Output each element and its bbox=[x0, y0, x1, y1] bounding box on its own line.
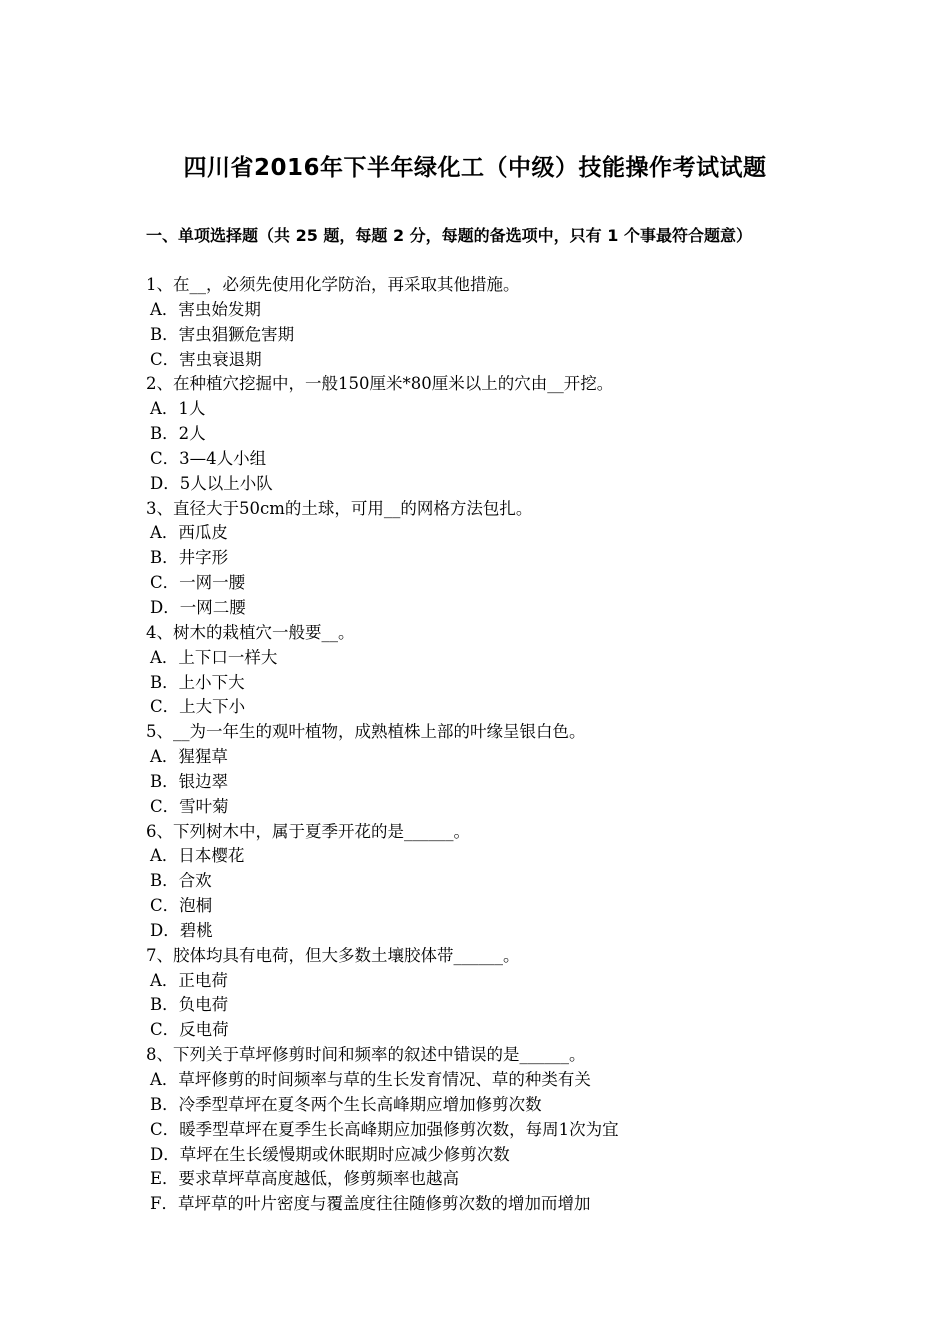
question-stem: 3、直径大于50cm的土球，可用__的网格方法包扎。 bbox=[146, 498, 533, 518]
question-stem: 7、胶体均具有电荷，但大多数土壤胶体带______。 bbox=[146, 945, 520, 965]
question-item bbox=[146, 621, 826, 720]
question-stem: 5、__为一年生的观叶植物，成熟植株上部的叶缘呈银白色。 bbox=[146, 722, 586, 742]
answer-option: E．要求草坪草高度越低，修剪频率也越高 bbox=[150, 1169, 460, 1189]
answer-option: B．上小下大 bbox=[150, 672, 245, 692]
question-stem: 8、下列关于草坪修剪时间和频率的叙述中错误的是______。 bbox=[146, 1045, 586, 1065]
question-list bbox=[146, 273, 826, 1217]
answer-option: A．日本樱花 bbox=[150, 846, 245, 866]
answer-option: D．一网二腰 bbox=[150, 597, 246, 617]
answer-option: C．一网一腰 bbox=[150, 573, 246, 593]
question-item bbox=[146, 720, 826, 819]
answer-option: C．暖季型草坪在夏季生长高峰期应加强修剪次数，每周1次为宜 bbox=[150, 1119, 619, 1139]
answer-option: B．2人 bbox=[150, 424, 206, 444]
answer-option: A．正电荷 bbox=[150, 970, 228, 990]
answer-option: A．猩猩草 bbox=[150, 747, 228, 767]
answer-option: A．草坪修剪的时间频率与草的生长发育情况、草的种类有关 bbox=[150, 1070, 591, 1089]
answer-option: B．井字形 bbox=[150, 548, 229, 568]
question-item bbox=[146, 820, 826, 944]
answer-option: C．害虫衰退期 bbox=[150, 349, 262, 369]
answer-option: B．害虫猖獗危害期 bbox=[150, 324, 295, 344]
question-item bbox=[146, 1043, 826, 1217]
question-item bbox=[146, 372, 826, 496]
answer-option: C．泡桐 bbox=[150, 896, 213, 916]
question-item bbox=[146, 497, 826, 621]
document-title: 四川省2016年下半年绿化工（中级）技能操作考试试题 bbox=[183, 155, 767, 181]
question-stem: 4、树木的栽植穴一般要__。 bbox=[146, 622, 355, 642]
answer-option: D．草坪在生长缓慢期或休眠期时应减少修剪次数 bbox=[150, 1144, 510, 1164]
question-item bbox=[146, 944, 826, 1043]
question-item bbox=[146, 273, 826, 372]
answer-option: C．上大下小 bbox=[150, 697, 246, 717]
answer-option: C．3—4人小组 bbox=[150, 448, 267, 468]
answer-option: B．冷季型草坪在夏冬两个生长高峰期应增加修剪次数 bbox=[150, 1094, 542, 1114]
answer-option: C．雪叶菊 bbox=[150, 796, 229, 816]
answer-option: B．负电荷 bbox=[150, 995, 229, 1015]
answer-option: C．反电荷 bbox=[150, 1020, 229, 1040]
answer-option: B．合欢 bbox=[150, 871, 212, 891]
answer-option: D．碧桃 bbox=[150, 920, 213, 940]
answer-option: A．1人 bbox=[150, 399, 206, 419]
answer-option: D．5人以上小队 bbox=[150, 473, 273, 493]
answer-option: B．银边翠 bbox=[150, 771, 229, 791]
question-stem: 6、下列树木中，属于夏季开花的是______。 bbox=[146, 821, 470, 841]
question-stem: 2、在种植穴挖掘中，一般150厘米*80厘米以上的穴由__开挖。 bbox=[146, 374, 614, 394]
question-stem: 1、在__，必须先使用化学防治，再采取其他措施。 bbox=[146, 275, 520, 294]
answer-option: A．上下口一样大 bbox=[150, 647, 278, 667]
answer-option: F．草坪草的叶片密度与覆盖度往往随修剪次数的增加而增加 bbox=[150, 1194, 591, 1214]
section-heading: 一、单项选择题（共 25 题，每题 2 分，每题的备选项中，只有 1 个事最符合题意） bbox=[146, 226, 752, 245]
answer-option: A．西瓜皮 bbox=[150, 523, 228, 543]
answer-option: A．害虫始发期 bbox=[150, 299, 261, 319]
